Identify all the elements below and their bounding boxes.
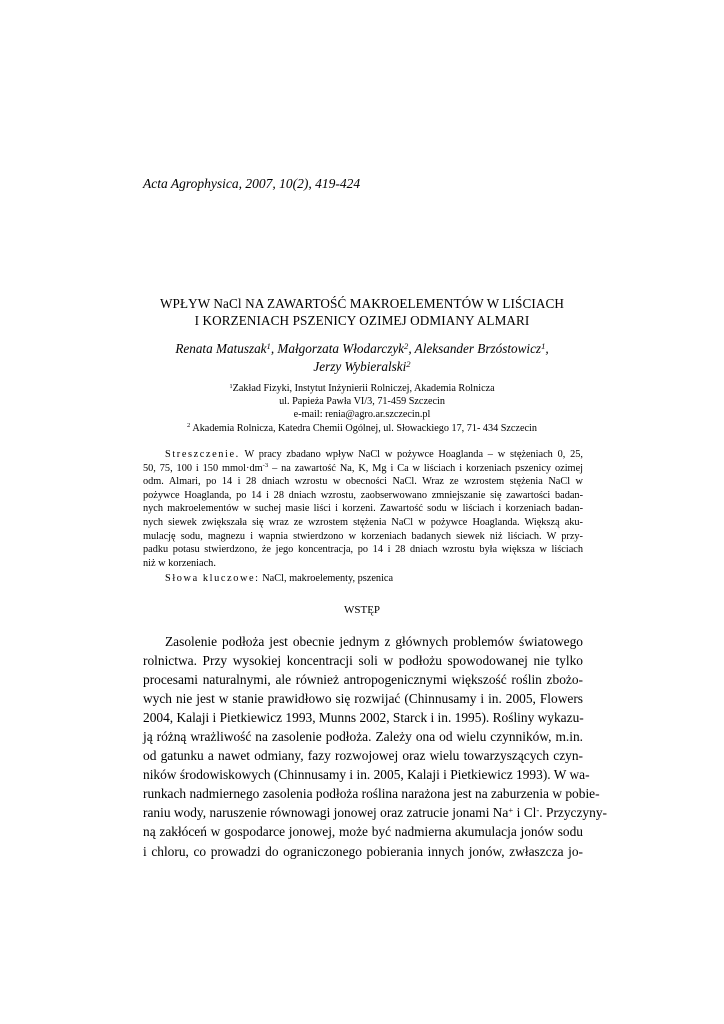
section-heading: WSTĘP (343, 604, 381, 616)
body-line: Zasolenie podłoża jest obecnie jednym z głównych problemów światowego (165, 634, 583, 649)
abstract-line: 50, 75, 100 i 150 $mmol\cdot dm^{-3}$ – na zawartość Na, K, Mg i Ca w liściach i korzeniach pszenicy ozimej (143, 462, 584, 474)
author-affiliation-mark: 2 (404, 340, 409, 351)
body-line: ników środowiskowych (Chinnusamy i in. 2005, Kalaji i Pietkiewicz 1993). W wa- (143, 767, 590, 783)
author-affiliation-mark: 2 (406, 358, 411, 369)
body-line: wych nie jest w stanie prawidłowo się rozwijać (Chinnusamy i in. 2005, Flowers (143, 691, 583, 707)
affiliation-2 (120, 422, 604, 435)
body-line: raniu wody, naruszenie równowagi jonowej oraz zatrucie jonami Na+ i Cl-. Przyczyny- (143, 805, 607, 821)
body-line: 2004, Kalaji i Pietkiewicz 1993, Munns 2002, Starck i in. 1995). Rośliny wykazu- (143, 710, 584, 726)
author-affiliation-mark: 1 (266, 340, 271, 351)
title-line-2: I KORZENIACH PSZENICY OZIMEJ ODMIANY ALMARI (194, 313, 530, 328)
abstract-line: niż w korzeniach. (143, 557, 216, 569)
title-line-1: WPŁYW NaCl NA ZAWARTOŚĆ MAKROELEMENTÓW W LIŚCIACH (159, 296, 565, 311)
body-line: runkach nadmiernego zasolenia podłoża roślina narażona jest na zaburzenia w pobie- (143, 786, 600, 802)
abstract-line: padku potasu stwierdzono, że jego koncentracja, po 14 i 28 dniach wzrostu była większa w liściach (143, 544, 583, 556)
affiliation-mark: 2 (187, 422, 191, 430)
affiliation-mark: 1 (229, 382, 233, 390)
author-name: Renata Matuszak (175, 341, 267, 356)
affiliation-text: Zakład Fizyki, Instytut Inżynierii Rolniczej, Akademia Rolnicza (232, 383, 495, 394)
abstract-line: Streszczenie. W pracy zbadano wpływ NaCl w pożywce Hoaglanda – w stężeniach 0, 25, (165, 449, 583, 460)
body-line: od gatunku a nawet odmiany, fazy rozwojowej oraz wielu towarzyszących czyn- (143, 748, 583, 764)
keywords-label: Słowa kluczowe: (165, 573, 260, 584)
intro-paragraph (143, 632, 607, 861)
abstract-line: nych siewek zwiększała się wraz ze wzrostem stężenia NaCl w pożywce Hoaglanda. Większą aku- (143, 516, 583, 528)
abstract (143, 448, 583, 570)
affiliation-text: Akademia Rolnicza, Katedra Chemii Ogólnej, ul. Słowackiego 17, 71- 434 Szczecin (190, 422, 537, 434)
author-name: , Aleksander Brzóstowicz (408, 341, 542, 356)
affiliations (120, 382, 604, 435)
keywords-text: NaCl, makroelementy, pszenica (259, 573, 394, 584)
affiliation-1-email: e-mail: renia@agro.ar.szczecin.pl (293, 409, 431, 421)
abstract-line: pożywce Hoaglanda, po 14 i 28 dniach wzrostu, zaobserwowano zmniejszanie się zawartości badan- (143, 489, 583, 501)
authors-line-1 (120, 340, 604, 358)
paper-title (120, 295, 604, 329)
affiliation-1 (120, 382, 604, 395)
abstract-line: nych makroelementów w suchej masie liści i korzeni. Zawartość sodu w liściach i korzeniach badan- (143, 503, 583, 515)
authors-line-2 (120, 358, 604, 376)
body-line: procesami naturalnymi, ale również antropogenicznymi większość roślin zbożo- (143, 672, 583, 688)
body-line: rolnictwa. Przy wysokiej koncentracji soli w podłożu spowodowanej nie tylko (143, 653, 583, 669)
author-affiliation-mark: 1 (541, 340, 546, 351)
body-line: ją różną wrażliwość na zasolenie podłoża. Zależy ona od wielu czynników, m.in. (143, 729, 583, 745)
keywords (165, 573, 393, 584)
author-name: , Małgorzata Włodarczyk (270, 341, 405, 356)
author-name: Jerzy Wybieralski (313, 359, 407, 374)
body-line: ną zakłóceń w gospodarce jonowej, może być nadmierna akumulacja jonów sodu (143, 824, 583, 840)
abstract-line: odm. Almari, po 14 i 28 dniach wzrostu w obecności NaCl. Wraz ze wzrostem stężenia NaCl w (143, 476, 583, 488)
body-line: i chloru, co prowadzi do ograniczonego pobierania innych jonów, zwłaszcza jo- (143, 843, 583, 859)
author-separator: , (545, 341, 549, 356)
author-list (120, 340, 604, 376)
affiliation-1-address: ul. Papieża Pawła VI/3, 71-459 Szczecin (279, 396, 445, 408)
abstract-line: mulację sodu, magnezu i wapnia stwierdzono w korzeniach badanych siewek niż liściach. W przy- (143, 530, 583, 542)
abstract-label: Streszczenie. (165, 449, 240, 460)
journal-citation: Acta Agrophysica, 2007, 10(2), 419-424 (143, 176, 361, 191)
